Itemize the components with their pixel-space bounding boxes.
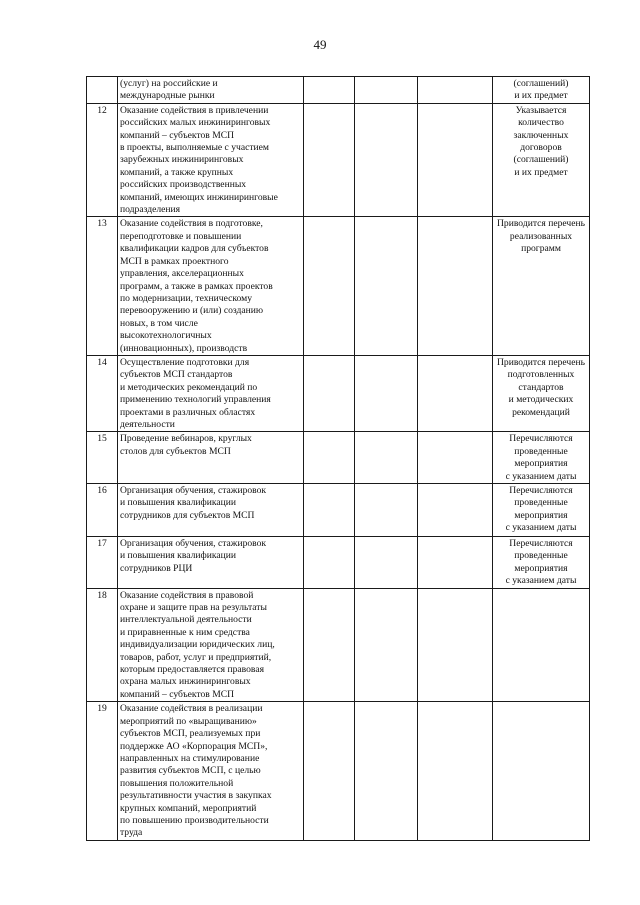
row-description: Оказание содействия в подготовке, переподготовке и повышении квалификации кадров для субъектов МСП в рамках проектного управления, акселерационных программ, а также в рамках проектов по модернизации, техническому перевооружению и (или) созданию новых, в том числе высокотехнологичных (инновационных), производств: [118, 217, 304, 355]
table-row: [87, 77, 590, 104]
row-number: 18: [87, 588, 118, 702]
row-number: 15: [87, 432, 118, 484]
table-row: [87, 588, 590, 702]
table-row: [87, 103, 590, 217]
page-number: 49: [313, 37, 327, 52]
empty-cell: [418, 588, 493, 702]
empty-cell: [304, 355, 355, 431]
empty-cell: [304, 702, 355, 840]
empty-cell: [304, 432, 355, 484]
empty-cell: [355, 432, 418, 484]
table-row: [87, 484, 590, 537]
empty-cell: [418, 355, 493, 431]
table-row: [87, 217, 590, 355]
row-number: 13: [87, 217, 118, 355]
table-row: [87, 355, 590, 431]
empty-cell: [355, 484, 418, 537]
empty-cell: [304, 484, 355, 537]
empty-cell: [418, 537, 493, 589]
row-number: 12: [87, 103, 118, 217]
empty-cell: [418, 702, 493, 840]
empty-cell: [418, 103, 493, 217]
empty-cell: [355, 77, 418, 104]
empty-cell: [355, 103, 418, 217]
table-row: [87, 702, 590, 840]
row-note: (соглашений) и их предмет: [493, 77, 590, 104]
empty-cell: [355, 588, 418, 702]
empty-cell: [418, 217, 493, 355]
empty-cell: [418, 77, 493, 104]
row-description: Оказание содействия в привлечении российских малых инжиниринговых компаний – субъектов МСП в проекты, выполняемые с участием зарубежных инжиниринговых компаний, а также крупных российских производственных компаний, имеющих инжиниринговые подразделения: [118, 103, 304, 217]
row-note: Перечисляются проведенные мероприятия с указанием даты: [493, 432, 590, 484]
empty-cell: [304, 103, 355, 217]
empty-cell: [355, 702, 418, 840]
report-table: [86, 76, 590, 841]
row-description: Организация обучения, стажировок и повышения квалификации сотрудников для субъектов МСП: [118, 484, 304, 537]
row-note: Перечисляются проведенные мероприятия с указанием даты: [493, 537, 590, 589]
table-row: [87, 432, 590, 484]
row-note: Приводится перечень подготовленных стандартов и методических рекомендаций: [493, 355, 590, 431]
row-note: [493, 588, 590, 702]
empty-cell: [304, 537, 355, 589]
row-note: Приводится перечень реализованных программ: [493, 217, 590, 355]
empty-cell: [304, 77, 355, 104]
row-description: Оказание содействия в правовой охране и защите прав на результаты интеллектуальной деятельности и приравненные к ним средства индивидуализации юридических лиц, товаров, работ, услуг и предприятий, которым предоставляется правовая охрана малых инжиниринговых компаний – субъектов МСП: [118, 588, 304, 702]
table-row: [87, 537, 590, 589]
empty-cell: [304, 217, 355, 355]
empty-cell: [355, 537, 418, 589]
row-note: [493, 702, 590, 840]
empty-cell: [355, 217, 418, 355]
row-description: Оказание содействия в реализации мероприятий по «выращиванию» субъектов МСП, реализуемых при поддержке АО «Корпорация МСП», направленных на стимулирование развития субъектов МСП, с целью повышения положительной результативности участия в закупках крупных компаний, мероприятий по повышению производительности труда: [118, 702, 304, 840]
row-number: 17: [87, 537, 118, 589]
row-description: Организация обучения, стажировок и повышения квалификации сотрудников РЦИ: [118, 537, 304, 589]
row-description: (услуг) на российские и международные рынки: [118, 77, 304, 104]
row-description: Осуществление подготовки для субъектов МСП стандартов и методических рекомендаций по применению технологий управления проектами в различных областях деятельности: [118, 355, 304, 431]
empty-cell: [304, 588, 355, 702]
row-number: 16: [87, 484, 118, 537]
row-number: 14: [87, 355, 118, 431]
row-note: Перечисляются проведенные мероприятия с указанием даты: [493, 484, 590, 537]
row-description: Проведение вебинаров, круглых столов для субъектов МСП: [118, 432, 304, 484]
empty-cell: [355, 355, 418, 431]
empty-cell: [418, 484, 493, 537]
row-note: Указывается количество заключенных договоров (соглашений) и их предмет: [493, 103, 590, 217]
row-number: 19: [87, 702, 118, 840]
empty-cell: [418, 432, 493, 484]
row-number: [87, 77, 118, 104]
